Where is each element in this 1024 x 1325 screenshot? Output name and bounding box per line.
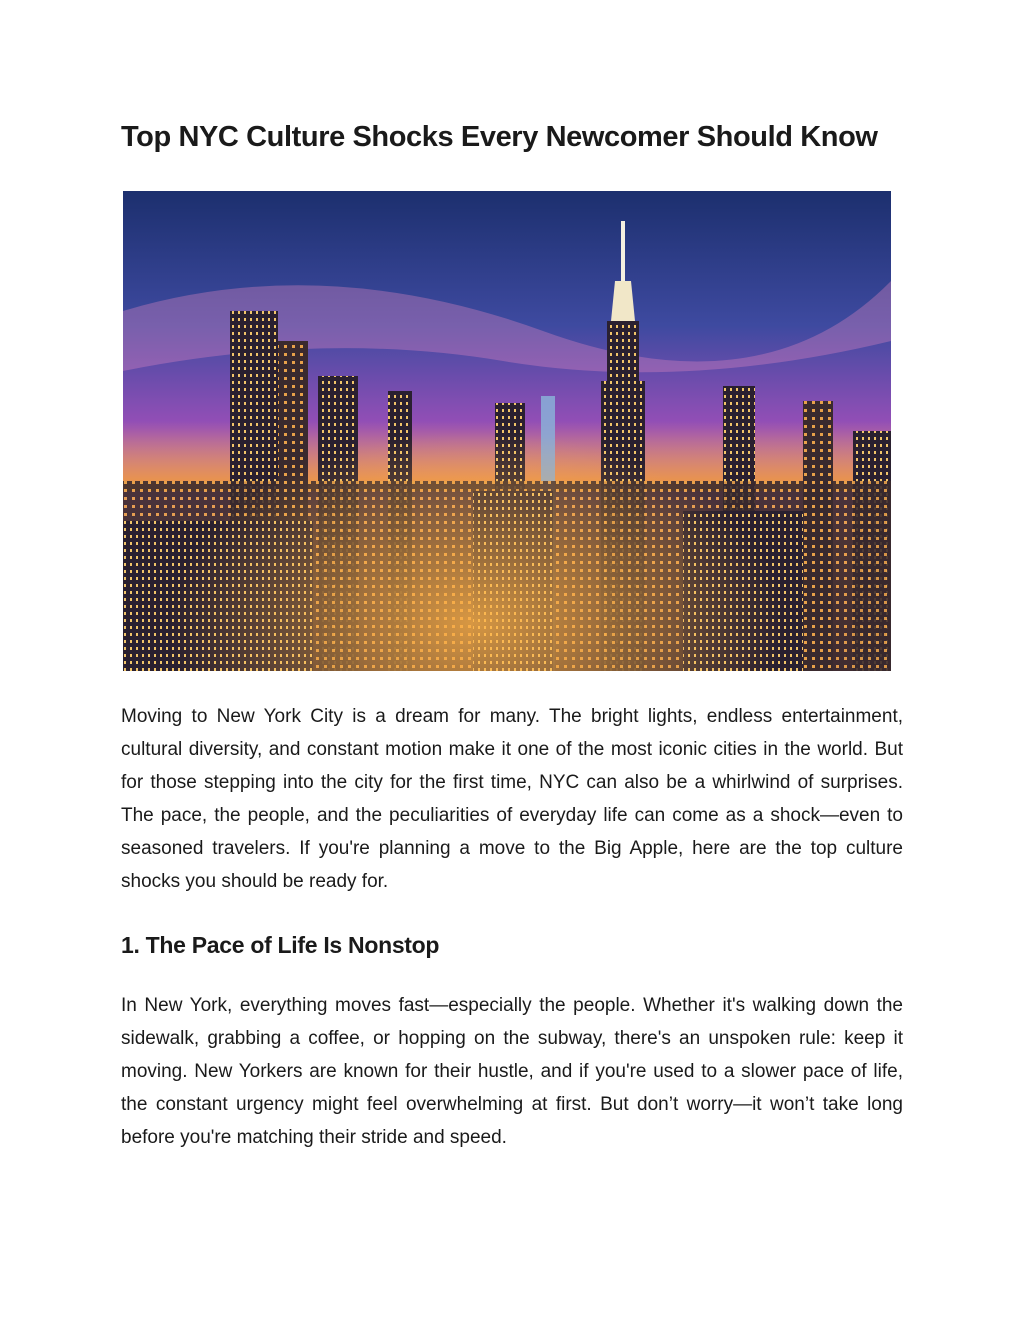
- nyc-skyline-photo: [123, 191, 891, 671]
- intro-paragraph: Moving to New York City is a dream for many. The bright lights, endless entertainment, cultural diversity, and constant motion make it one of the most iconic cities in the world. But for those stepping into the city for the first time, NYC can also be a whirlwind of surprises. The pace, the people, and the peculiarities of everyday life can come as a shock—even to seasoned travelers. If you're planning a move to the Big Apple, here are the top culture shocks you should be ready for.: [121, 706, 903, 892]
- page-title: Top NYC Culture Shocks Every Newcomer Should Know: [121, 121, 878, 153]
- section-body: In New York, everything moves fast—especially the people. Whether it's walking down the sidewalk, grabbing a coffee, or hopping on the subway, there's an unspoken rule: keep it moving. New Yorkers are known for their hustle, and if you're used to a slower pace of life, the constant urgency might feel overwhelming at first. But don’t worry—it won’t take long before you're matching their stride and speed.: [121, 995, 903, 1148]
- section-heading: 1. The Pace of Life Is Nonstop: [121, 932, 440, 958]
